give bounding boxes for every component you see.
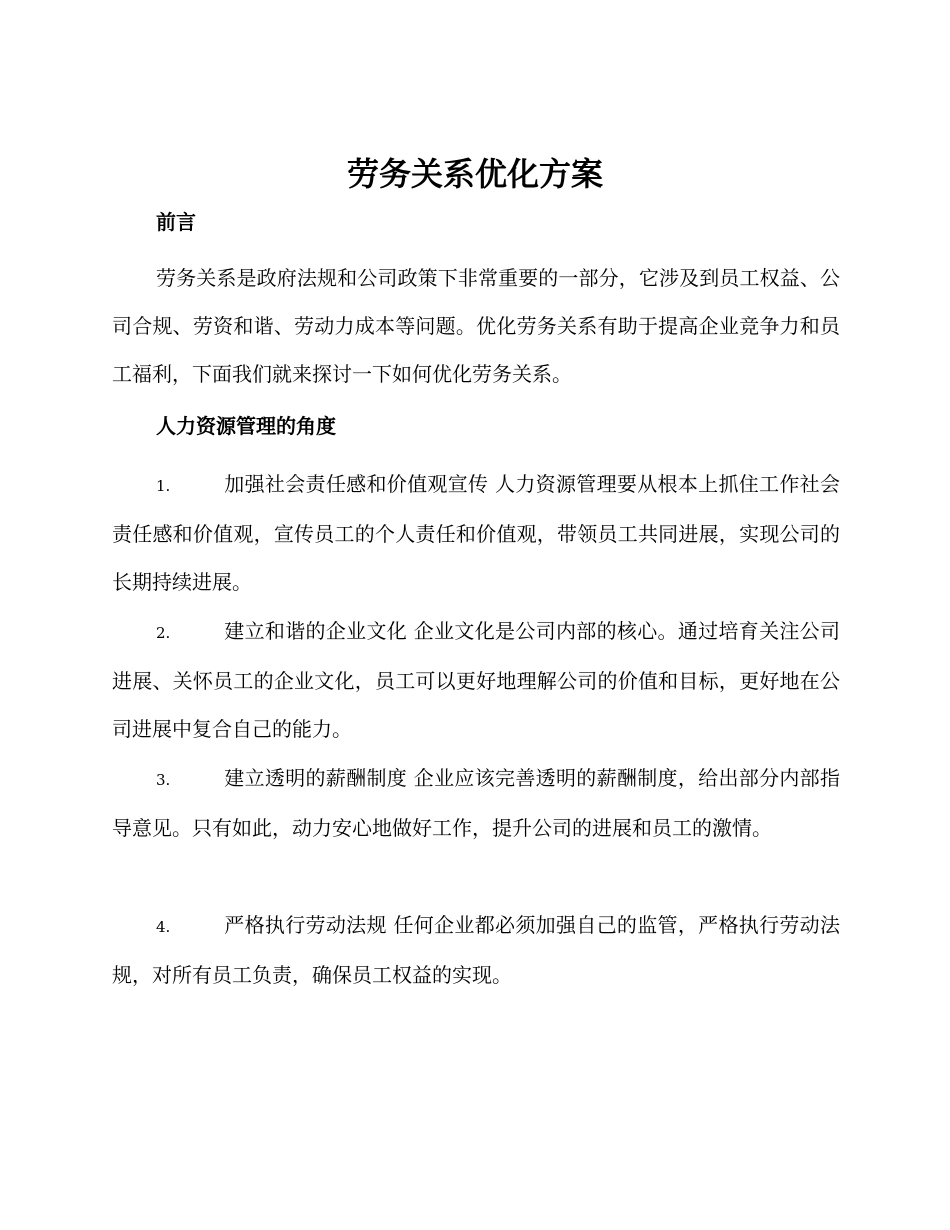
list-item [112,901,840,999]
document-title: 劳务关系优化方案 [346,155,603,193]
list-item-number: 1. [156,477,171,495]
list-item [112,607,840,753]
list-item-text: 建立透明的薪酬制度 企业应该完善透明的薪酬制度，给出部分内部指导意见。只有如此，动力安心地做好工作，提升公司的进展和员工的激情。 [112,766,840,840]
section-heading-hr: 人力资源管理的角度 [156,414,336,438]
list-item [112,460,840,606]
list-item-number: 2. [156,624,171,642]
list-item-number: 3. [156,771,171,789]
list-item-text: 严格执行劳动法规 任何企业都必须加强自己的监管，严格执行劳动法规，对所有员工负责，确保员工权益的实现。 [112,913,840,987]
preface-paragraph: 劳务关系是政府法规和公司政策下非常重要的一部分，它涉及到员工权益、公司合规、劳资和谐、劳动力成本等问题。优化劳务关系有助于提高企业竞争力和员工福利，下面我们就来探讨一下如何优化劳务关系。 [112,266,840,386]
list-item-number: 4. [156,918,171,936]
list-item-text: 加强社会责任感和价值观宣传 人力资源管理要从根本上抓住工作社会责任感和价值观，宣传员工的个人责任和价值观，带领员工共同进展，实现公司的长期持续进展。 [112,472,840,594]
list-item-text: 建立和谐的企业文化 企业文化是公司内部的核心。通过培育关注公司进展、关怀员工的企业文化，员工可以更好地理解公司的价值和目标，更好地在公司进展中复合自己的能力。 [112,619,840,741]
section-heading-preface: 前言 [156,210,196,234]
list-item [112,754,840,852]
